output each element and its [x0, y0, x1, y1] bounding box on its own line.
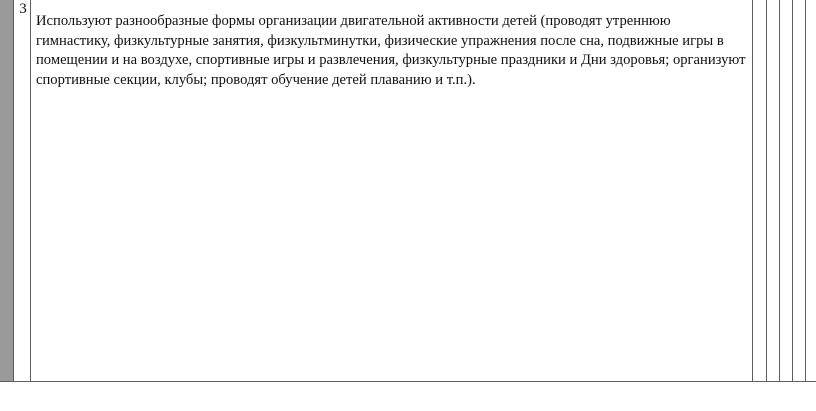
column-divider-score-2 — [779, 0, 780, 382]
row-bottom-border — [0, 381, 816, 382]
row-description: Используют разнообразные формы организации двигательной активности детей (проводят утреннюю гимнастику, физкультурные занятия, физкультминутки, физические упражнения после сна, подвижные игры в помещении и на воздухе, спортивные игры и развлечения, физкультурные праздники и Дни здоровья; организуют спортивные секции, клубы; проводят обучение детей плаванию и т.п.). — [36, 13, 746, 88]
column-divider-score-3 — [792, 0, 793, 382]
column-divider-text — [752, 0, 753, 382]
column-divider-number — [30, 0, 31, 382]
row-header-strip — [0, 0, 14, 382]
column-divider-score-4 — [805, 0, 806, 382]
column-divider-score-1 — [766, 0, 767, 382]
row-number: 3 — [19, 1, 27, 17]
